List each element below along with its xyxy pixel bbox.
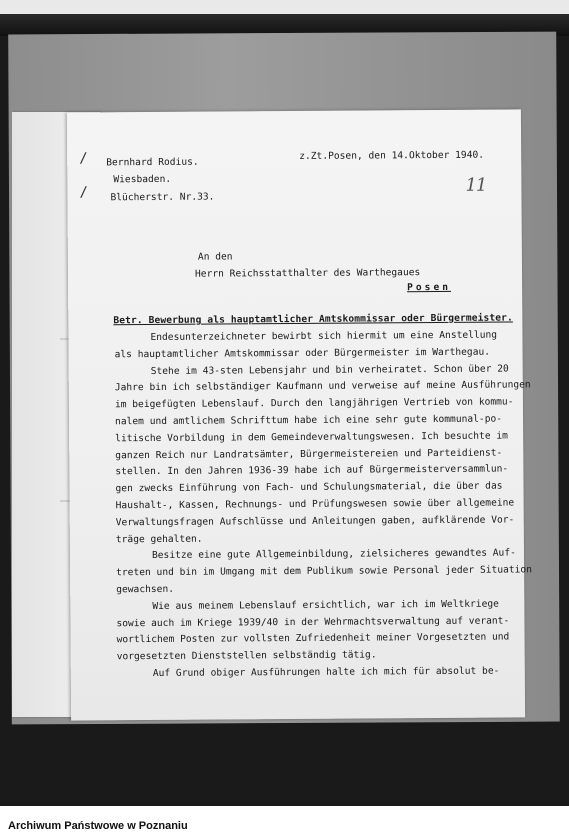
body-line: litische Vorbildung in dem Gemeindeverwaltungswesen. Ich besuchte im [115, 430, 508, 445]
body-line: Haushalt-, Kassen, Rechnungs- und Prüfungswesen sowie über allgemeine [115, 497, 515, 512]
body-line: Endesunterzeichneter bewirbt sich hiermit um eine Anstellung [150, 329, 498, 344]
handwritten-page-number: 11 [465, 174, 487, 196]
body-line: ganzen Reich nur Landratsämter, Bürgermeistereien und Parteidienst- [115, 447, 503, 461]
body-line: gen zwecks Einführung von Fach- und Schulungsmaterial, die über das [115, 480, 503, 495]
body-line: wortlichem Posten zur vollsten Zufriedenheit meiner Vorgesetzten und [116, 631, 510, 646]
body-line: Jahre bin ich selbständiger Kaufmann und verweise auf meine Ausführungen [114, 379, 531, 394]
body-line: stellen. In den Jahren 1936-39 habe ich auf Bürgermeisterversammlun- [115, 463, 509, 478]
body-line: gewachsen. [116, 583, 175, 596]
recipient-line-1: An den [197, 251, 233, 263]
sender-street: Blücherstr. Nr.33. [110, 191, 215, 204]
sender-name: Bernhard Rodius. [106, 156, 199, 169]
letter-page [67, 109, 533, 720]
top-margin-strip [0, 0, 569, 14]
letter-body [114, 327, 533, 683]
pencil-tick-mark: / [79, 184, 88, 201]
body-line: als hauptamtlicher Amtskommissar oder Bürgermeister im Warthegau. [114, 346, 491, 361]
pencil-tick-mark: / [79, 150, 88, 167]
body-line: Verwaltungsfragen Aufschlüsse und Anleitungen gaben, aufklärende Vor- [115, 514, 515, 529]
body-line: Wie aus meinem Lebenslauf ersichtlich, war ich im Weltkriege [152, 598, 499, 612]
body-line: Stehe im 43-sten Lebensjahr und bin verheiratet. Schon über 20 [150, 363, 509, 377]
sender-city: Wiesbaden. [113, 173, 172, 186]
body-line: im beigefügten Lebenslauf. Durch den langjährigen Vertrieb von kommu- [114, 396, 514, 411]
place-date: z.Zt.Posen, den 14.Oktober 1940. [299, 149, 485, 162]
body-line: nalem und amtlichem Schrifttum habe ich eine sehr gute kommunal-po- [115, 413, 503, 428]
body-line: sowie auch im Kriege 1939/40 in der Wehrmachtsverwaltung auf verant- [116, 615, 510, 629]
body-line: träge gehalten. [115, 533, 203, 545]
recipient-city: Posen [407, 281, 452, 294]
archive-label: Archiwum Państwowe w Poznaniu [8, 820, 188, 832]
subject-line: Betr. Bewerbung als hauptamtlicher Amtskommissar oder Bürgermeister. [113, 312, 513, 327]
body-line: Besitze eine gute Allgemeinbildung, zielsicheres gewandtes Auf- [151, 547, 516, 562]
body-line: vorgesetzten Dienststellen selbständig tätig. [116, 649, 377, 663]
recipient-line-2: Herrn Reichsstatthalter des Warthegaues [194, 267, 421, 280]
body-line: treten und bin im Umgang mit dem Publikum sowie Personal jeder Situation [116, 564, 533, 579]
body-line: Auf Grund obiger Ausführungen halte ich mich für absolut be- [152, 665, 500, 679]
